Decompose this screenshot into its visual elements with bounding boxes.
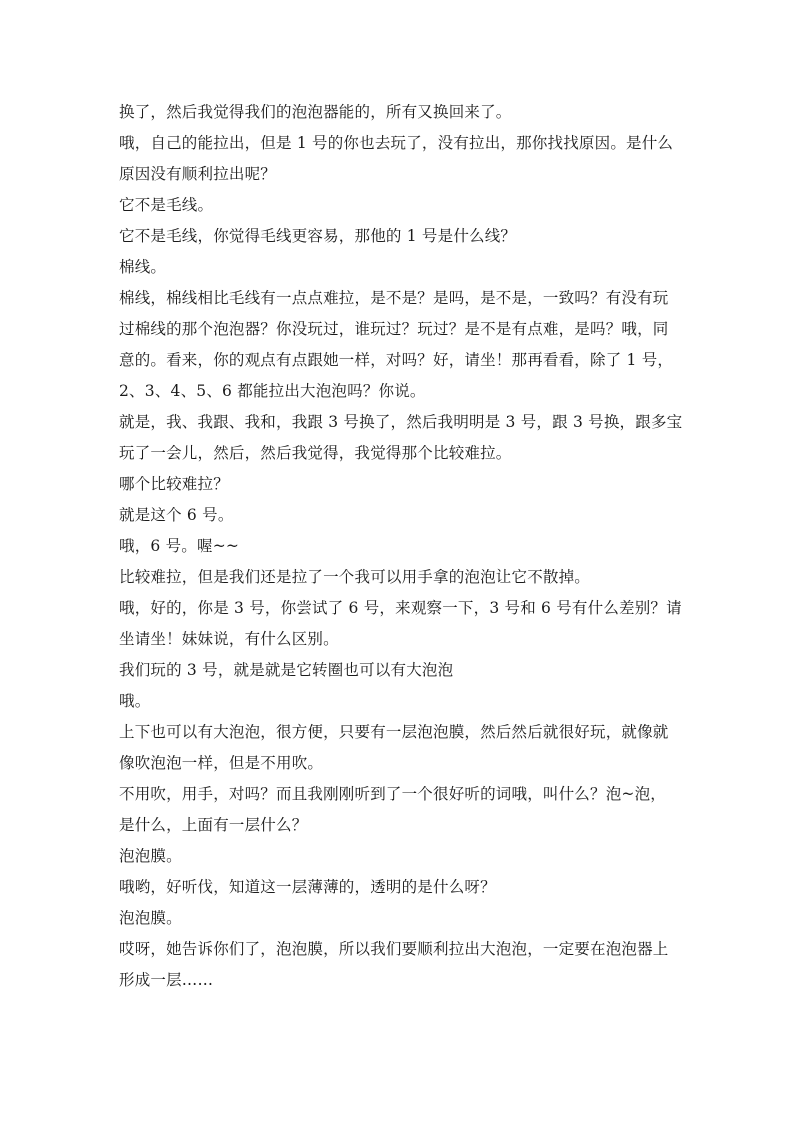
transcript-line: 泡泡膜。 (119, 909, 182, 927)
transcript-paragraph (119, 500, 679, 531)
transcript-paragraph (119, 97, 679, 128)
transcript-paragraph (119, 531, 679, 562)
transcript-line: 过棉线的那个泡泡器？你没玩过，谁玩过？玩过？是不是有点难，是吗？哦，同 (119, 320, 669, 338)
transcript-line: 坐请坐！妹妹说，有什么区别。 (119, 630, 339, 648)
transcript-line: 就是这个 6 号。 (119, 506, 234, 524)
transcript-line: 意的。看来，你的观点有点跟她一样，对吗？好，请坐！那再看看，除了 1 号， (119, 351, 674, 369)
transcript-paragraph (119, 469, 679, 500)
transcript-paragraph (119, 872, 679, 903)
transcript-paragraph (119, 655, 679, 686)
transcript-line: 我们玩的 3 号，就是就是它转圈也可以有大泡泡 (119, 661, 454, 679)
transcript-line: 哎呀，她告诉你们了，泡泡膜，所以我们要顺利拉出大泡泡，一定要在泡泡器上 (119, 940, 669, 958)
transcript-paragraph (119, 128, 679, 190)
transcript-paragraph (119, 407, 683, 469)
transcript-paragraph (119, 562, 679, 593)
transcript-line: 比较难拉，但是我们还是拉了一个我可以用手拿的泡泡让它不散掉。 (119, 568, 591, 586)
transcript-line: 就是，我、我跟、我和，我跟 3 号换了，然后我明明是 3 号，跟 3 号换，跟多宝 (119, 413, 683, 431)
transcript-line: 哦，自己的能拉出，但是 1 号的你也去玩了，没有拉出，那你找找原因。是什么 (119, 134, 674, 152)
transcript-line: 2、3、4、5、6 都能拉出大泡泡吗？你说。 (119, 382, 426, 400)
transcript-paragraph (119, 221, 679, 252)
transcript-line: 像吹泡泡一样，但是不用吹。 (119, 754, 324, 772)
transcript-paragraph (119, 283, 679, 407)
transcript-line: 哦，6 号。喔~~ (119, 537, 240, 555)
transcript-line: 哪个比较难拉？ (119, 475, 229, 493)
transcript-line: 哦。 (119, 692, 151, 710)
transcript-paragraph (119, 593, 682, 655)
transcript-line: 它不是毛线。 (119, 196, 214, 214)
transcript-paragraph (119, 252, 679, 283)
transcript-line: 哦，好的，你是 3 号，你尝试了 6 号，来观察一下，3 号和 6 号有什么差别？请 (119, 599, 682, 617)
transcript-line: 哦哟，好听伐，知道这一层薄薄的，透明的是什么呀？ (119, 878, 496, 896)
transcript-paragraph (119, 903, 679, 934)
transcript-line: 泡泡膜。 (119, 847, 182, 865)
transcript-paragraph (119, 190, 679, 221)
transcript-line: 换了，然后我觉得我们的泡泡器能的，所有又换回来了。 (119, 103, 512, 121)
transcript-line: 是什么，上面有一层什么？ (119, 816, 308, 834)
transcript-line: 原因没有顺利拉出呢？ (119, 165, 277, 183)
transcript-paragraph (119, 841, 679, 872)
transcript-line: 它不是毛线，你觉得毛线更容易，那他的 1 号是什么线？ (119, 227, 517, 245)
transcript-line: 上下也可以有大泡泡，很方便，只要有一层泡泡膜，然后然后就很好玩，就像就 (119, 723, 669, 741)
transcript-paragraph (119, 717, 679, 779)
transcript-line: 棉线，棉线相比毛线有一点点难拉，是不是？是吗，是不是，一致吗？有没有玩 (119, 289, 669, 307)
transcript-line: 棉线。 (119, 258, 167, 276)
document-body (119, 97, 683, 996)
transcript-line: 形成一层…… (119, 971, 214, 989)
transcript-line: 玩了一会儿，然后，然后我觉得，我觉得那个比较难拉。 (119, 444, 512, 462)
transcript-line: 不用吹，用手，对吗？而且我刚刚听到了一个很好听的词哦，叫什么？泡~泡， (119, 785, 666, 803)
transcript-paragraph (119, 686, 679, 717)
transcript-paragraph (119, 779, 679, 841)
transcript-paragraph (119, 934, 679, 996)
